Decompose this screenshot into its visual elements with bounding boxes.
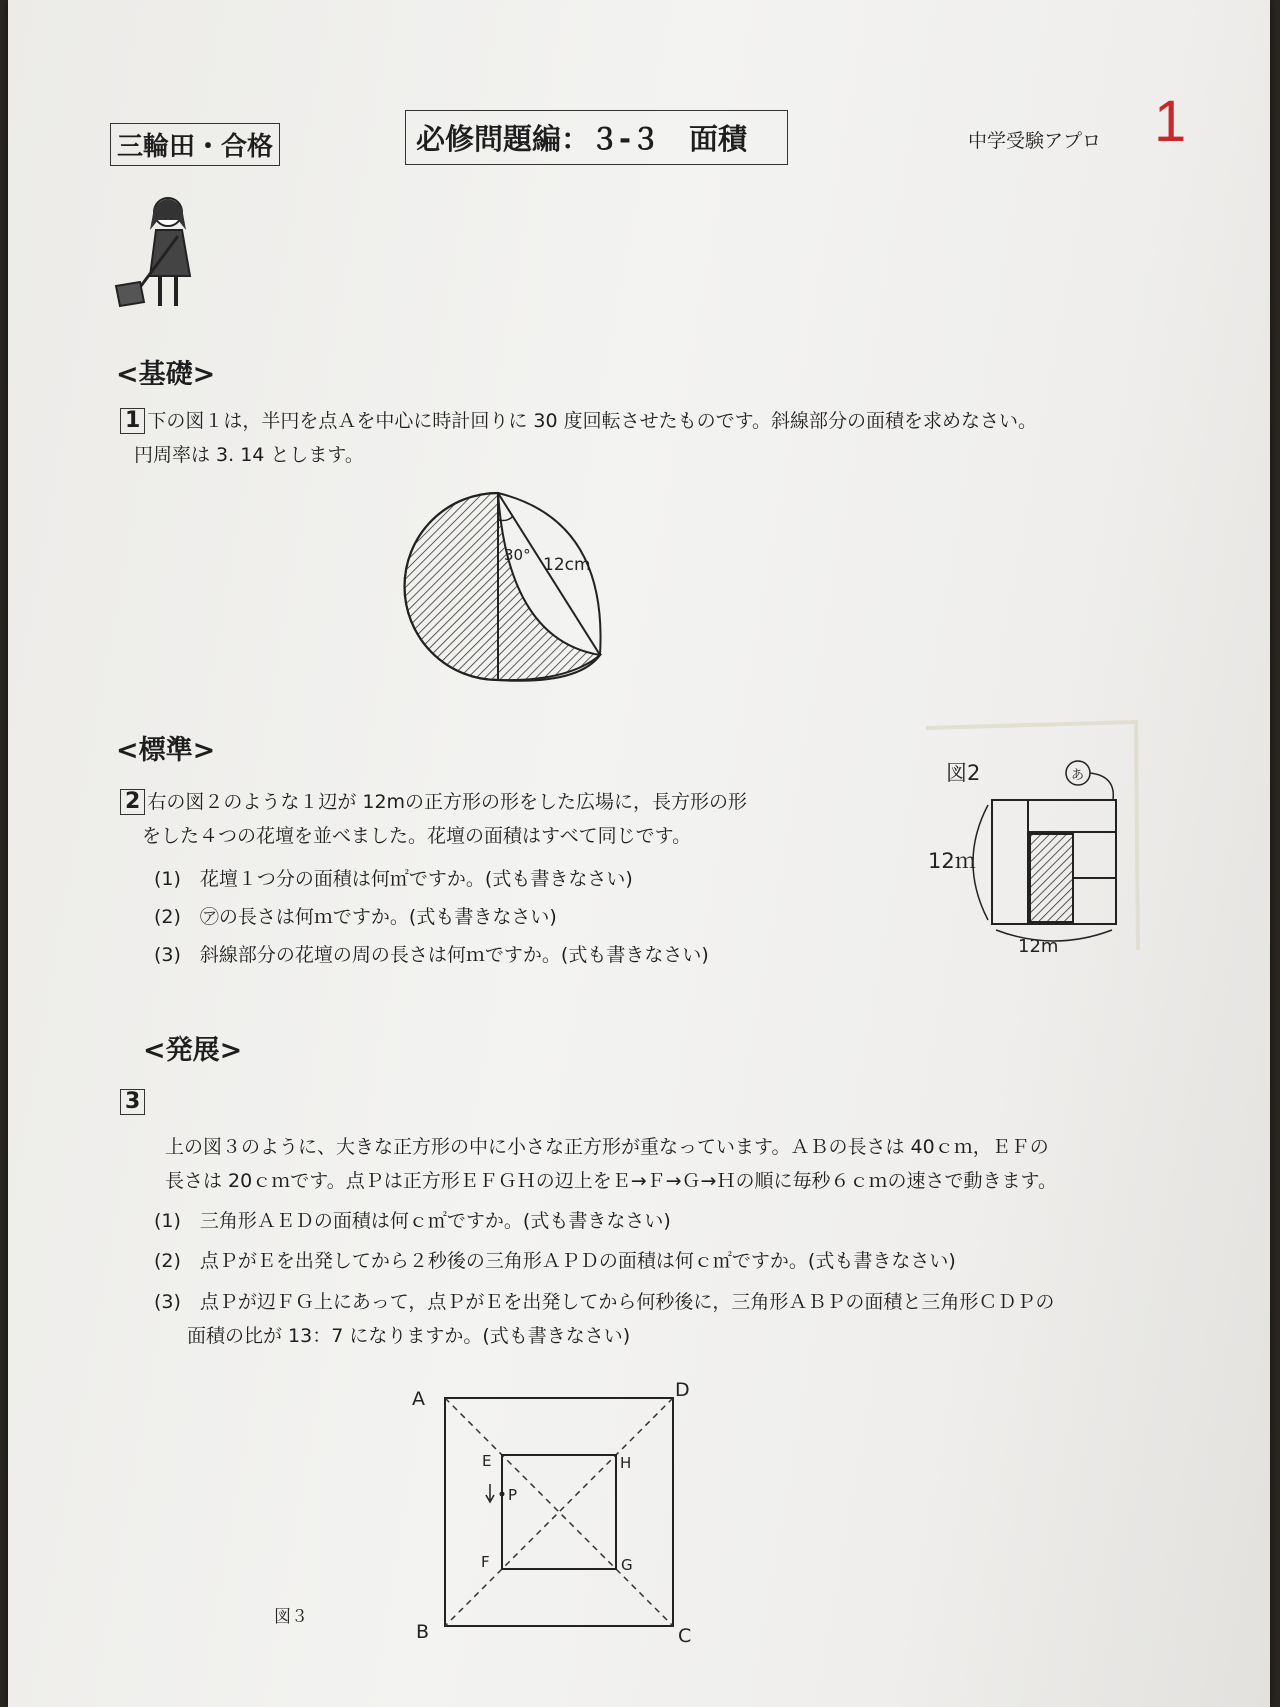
label-B: B (416, 1621, 430, 1643)
figure-3 (8, 0, 1280, 1707)
section-basic: <基礎> (116, 359, 216, 390)
figure-caption: 図３ (274, 1607, 308, 1627)
label-C: C (678, 1625, 692, 1647)
label-F: F (481, 1553, 490, 1571)
q2-line1: 右の図２のような１辺が 12mの正方形の形をした広場に，長方形の形 (147, 791, 748, 813)
worksheet-page (8, 0, 1270, 1707)
q2-sub1: (1) 花壇１つ分の面積は何㎡ですか。(式も書きなさい) (154, 868, 633, 890)
question-number: 3 (120, 1089, 145, 1115)
q3-line2: 長さは 20ｃｍです。点Ｐは正方形ＥＦＧＨの辺上をＥ→Ｆ→Ｇ→Ｈの順に毎秒６ｃｍの速さで動きます。 (165, 1170, 1057, 1192)
q2-sub3: (3) 斜線部分の花壇の周の長さは何ｍですか。(式も書きなさい) (154, 944, 709, 966)
angle-label: 30° (504, 546, 531, 564)
point-P (500, 1492, 505, 1497)
publisher-label: 中学受験アプロ (968, 130, 1102, 152)
section-standard: <標準> (116, 735, 216, 766)
label-A: A (412, 1388, 425, 1410)
section-advanced: <発展> (143, 1035, 243, 1066)
q2-line2: をした４つの花壇を並べました。花壇の面積はすべて同じです。 (142, 825, 692, 847)
label-G: G (621, 1556, 633, 1574)
side-label: 12ｍ (928, 849, 976, 873)
school-label: 三輪田・合格 (110, 123, 280, 166)
down-arrow-icon (486, 1484, 494, 1502)
page-number: 1 (1154, 89, 1187, 154)
q2-sub2: (2) ㋐の長さは何ｍですか。(式も書きなさい) (154, 906, 557, 928)
label-P: P (508, 1486, 518, 1504)
q3-sub3a: (3) 点Ｐが辺ＦＧ上にあって，点ＰがＥを出発してから何秒後に，三角形ＡＢＰの面積と三角形ＣＤＰの (154, 1291, 1055, 1313)
q3-sub3b: 面積の比が 13：7 になりますか。(式も書きなさい) (187, 1325, 631, 1347)
bottom-label: 12m (1018, 936, 1059, 957)
figure-caption: 図2 (946, 761, 981, 785)
q3-sub2: (2) 点ＰがＥを出発してから２秒後の三角形ＡＰＤの面積は何ｃ㎡ですか。(式も書きなさい) (154, 1250, 956, 1272)
length-label: 12cm (543, 555, 591, 575)
label-H: H (620, 1454, 632, 1472)
page-title: 必修問題編：３-３ 面積 (405, 110, 788, 165)
q3-line1: 上の図３のように、大きな正方形の中に小さな正方形が重なっています。ＡＢの長さは 40ｃｍ，ＥＦの (165, 1136, 1049, 1158)
label-E: E (482, 1452, 492, 1470)
question-number: 2 (120, 789, 145, 815)
label-D: D (675, 1379, 690, 1401)
marker-a: あ (1071, 768, 1085, 783)
q1-line1: 下の図１は，半円を点Ａを中心に時計回りに 30 度回転させたものです。斜線部分の面積を求めなさい。 (147, 410, 1038, 432)
question-number: 1 (120, 408, 145, 434)
q1-line2: 円周率は 3. 14 とします。 (134, 444, 364, 466)
q3-sub1: (1) 三角形ＡＥＤの面積は何ｃ㎡ですか。(式も書きなさい) (154, 1210, 671, 1232)
